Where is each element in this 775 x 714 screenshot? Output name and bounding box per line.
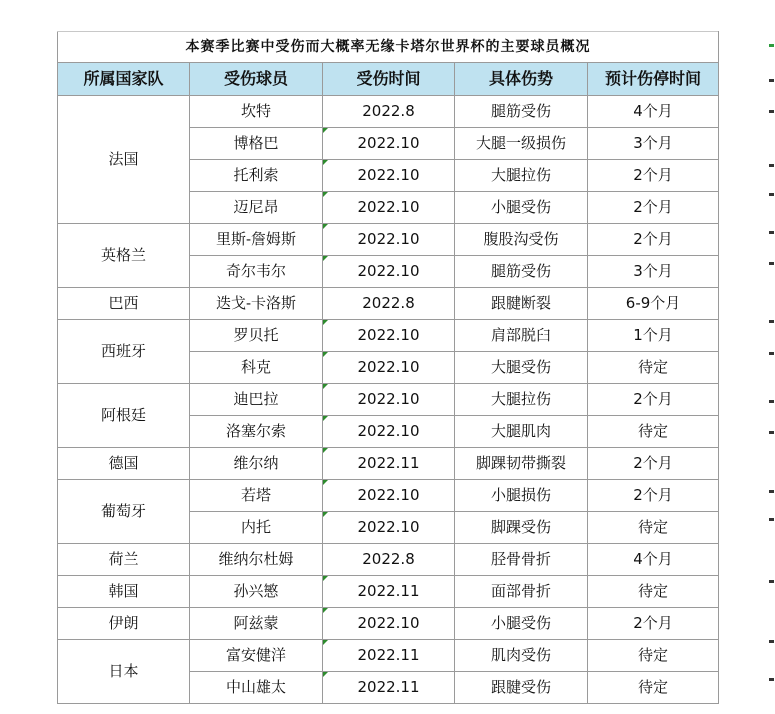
player-cell: 迪巴拉 xyxy=(190,384,323,416)
player-cell: 迭戈-卡洛斯 xyxy=(190,288,323,320)
player-cell: 富安健洋 xyxy=(190,640,323,672)
date-cell: 2022.10 xyxy=(323,128,455,160)
team-cell: 韩国 xyxy=(58,576,190,608)
team-cell: 阿根廷 xyxy=(58,384,190,448)
player-cell: 维尔纳 xyxy=(190,448,323,480)
date-cell: 2022.10 xyxy=(323,480,455,512)
injury-cell: 肩部脱臼 xyxy=(455,320,588,352)
duration-cell: 待定 xyxy=(588,640,719,672)
table-row xyxy=(58,288,719,320)
duration-cell: 4个月 xyxy=(588,96,719,128)
date-cell: 2022.8 xyxy=(323,96,455,128)
side-artifact-strip xyxy=(767,0,775,714)
team-cell: 巴西 xyxy=(58,288,190,320)
injury-cell: 腿筋受伤 xyxy=(455,256,588,288)
player-cell: 洛塞尔索 xyxy=(190,416,323,448)
injury-cell: 大腿一级损伤 xyxy=(455,128,588,160)
table-row xyxy=(58,320,719,352)
date-cell: 2022.11 xyxy=(323,672,455,704)
date-cell: 2022.10 xyxy=(323,192,455,224)
duration-cell: 2个月 xyxy=(588,192,719,224)
table-row xyxy=(58,96,719,128)
header-injury: 具体伤势 xyxy=(455,63,588,96)
duration-cell: 3个月 xyxy=(588,256,719,288)
team-cell: 英格兰 xyxy=(58,224,190,288)
player-cell: 罗贝托 xyxy=(190,320,323,352)
table-row xyxy=(58,384,719,416)
table-row xyxy=(58,224,719,256)
player-cell: 奇尔韦尔 xyxy=(190,256,323,288)
table-body xyxy=(58,32,719,704)
duration-cell: 2个月 xyxy=(588,480,719,512)
duration-cell: 2个月 xyxy=(588,160,719,192)
team-cell: 葡萄牙 xyxy=(58,480,190,544)
table-row xyxy=(58,480,719,512)
date-cell: 2022.8 xyxy=(323,288,455,320)
date-cell: 2022.10 xyxy=(323,160,455,192)
header-team: 所属国家队 xyxy=(58,63,190,96)
duration-cell: 4个月 xyxy=(588,544,719,576)
injury-cell: 大腿受伤 xyxy=(455,352,588,384)
injury-table xyxy=(57,31,719,704)
injury-cell: 肌肉受伤 xyxy=(455,640,588,672)
team-cell: 荷兰 xyxy=(58,544,190,576)
team-cell: 西班牙 xyxy=(58,320,190,384)
player-cell: 托利索 xyxy=(190,160,323,192)
duration-cell: 待定 xyxy=(588,512,719,544)
injury-cell: 跟腱受伤 xyxy=(455,672,588,704)
title-row xyxy=(58,32,719,63)
date-cell: 2022.10 xyxy=(323,608,455,640)
injury-cell: 小腿受伤 xyxy=(455,608,588,640)
injury-cell: 脚踝受伤 xyxy=(455,512,588,544)
header-duration: 预计伤停时间 xyxy=(588,63,719,96)
duration-cell: 待定 xyxy=(588,352,719,384)
injury-cell: 大腿拉伤 xyxy=(455,160,588,192)
date-cell: 2022.10 xyxy=(323,384,455,416)
duration-cell: 待定 xyxy=(588,672,719,704)
player-cell: 孙兴慜 xyxy=(190,576,323,608)
table-row xyxy=(58,640,719,672)
duration-cell: 待定 xyxy=(588,416,719,448)
injury-cell: 跟腱断裂 xyxy=(455,288,588,320)
duration-cell: 待定 xyxy=(588,576,719,608)
injury-cell: 脚踝韧带撕裂 xyxy=(455,448,588,480)
player-cell: 维纳尔杜姆 xyxy=(190,544,323,576)
table-row xyxy=(58,576,719,608)
header-row xyxy=(58,63,719,96)
date-cell: 2022.11 xyxy=(323,640,455,672)
date-cell: 2022.8 xyxy=(323,544,455,576)
date-cell: 2022.10 xyxy=(323,224,455,256)
injury-cell: 小腿受伤 xyxy=(455,192,588,224)
injury-cell: 大腿肌肉 xyxy=(455,416,588,448)
player-cell: 中山雄太 xyxy=(190,672,323,704)
duration-cell: 1个月 xyxy=(588,320,719,352)
injury-table-container xyxy=(57,31,718,704)
team-cell: 日本 xyxy=(58,640,190,704)
player-cell: 若塔 xyxy=(190,480,323,512)
player-cell: 迈尼昂 xyxy=(190,192,323,224)
team-cell: 伊朗 xyxy=(58,608,190,640)
duration-cell: 3个月 xyxy=(588,128,719,160)
header-player: 受伤球员 xyxy=(190,63,323,96)
player-cell: 科克 xyxy=(190,352,323,384)
team-cell: 德国 xyxy=(58,448,190,480)
injury-cell: 面部骨折 xyxy=(455,576,588,608)
duration-cell: 2个月 xyxy=(588,224,719,256)
table-title: 本赛季比赛中受伤而大概率无缘卡塔尔世界杯的主要球员概况 xyxy=(58,32,719,63)
duration-cell: 2个月 xyxy=(588,384,719,416)
date-cell: 2022.11 xyxy=(323,576,455,608)
player-cell: 内托 xyxy=(190,512,323,544)
injury-cell: 腿筋受伤 xyxy=(455,96,588,128)
header-date: 受伤时间 xyxy=(323,63,455,96)
table-row xyxy=(58,608,719,640)
date-cell: 2022.10 xyxy=(323,320,455,352)
duration-cell: 6-9个月 xyxy=(588,288,719,320)
player-cell: 阿兹蒙 xyxy=(190,608,323,640)
injury-cell: 胫骨骨折 xyxy=(455,544,588,576)
table-row xyxy=(58,544,719,576)
player-cell: 坎特 xyxy=(190,96,323,128)
date-cell: 2022.10 xyxy=(323,256,455,288)
date-cell: 2022.10 xyxy=(323,352,455,384)
team-cell: 法国 xyxy=(58,96,190,224)
injury-cell: 大腿拉伤 xyxy=(455,384,588,416)
date-cell: 2022.11 xyxy=(323,448,455,480)
injury-cell: 腹股沟受伤 xyxy=(455,224,588,256)
duration-cell: 2个月 xyxy=(588,608,719,640)
injury-cell: 小腿损伤 xyxy=(455,480,588,512)
player-cell: 博格巴 xyxy=(190,128,323,160)
player-cell: 里斯-詹姆斯 xyxy=(190,224,323,256)
table-row xyxy=(58,448,719,480)
date-cell: 2022.10 xyxy=(323,512,455,544)
date-cell: 2022.10 xyxy=(323,416,455,448)
duration-cell: 2个月 xyxy=(588,448,719,480)
